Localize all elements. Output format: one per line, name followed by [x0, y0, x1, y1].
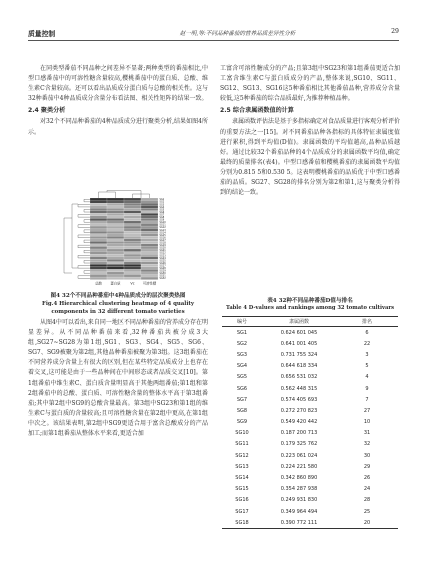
heatmap-cell	[141, 267, 158, 270]
table-cell-d-value: 0.223 061 024	[280, 452, 318, 459]
table-row	[222, 517, 398, 529]
table-cell-id: SG1	[236, 329, 248, 336]
table-cell-d-value: 0.224 221 580	[280, 463, 318, 470]
heatmap-cell	[124, 229, 141, 232]
heatmap-cell	[141, 254, 158, 257]
heatmap-cell	[107, 269, 124, 272]
heatmap-cell	[107, 267, 124, 270]
heatmap-cell	[90, 216, 107, 219]
heatmap-cell	[124, 264, 141, 267]
row-label: SG8	[159, 216, 165, 219]
heatmap-cell	[107, 252, 124, 255]
heatmap-cell	[141, 246, 158, 249]
heatmap-cell	[124, 262, 141, 265]
row-label: SG1	[159, 198, 165, 202]
table-cell-id: SG7	[236, 396, 248, 403]
heatmap-cell	[107, 272, 124, 275]
row-label: SG15	[159, 233, 166, 237]
table-row	[222, 439, 398, 450]
heatmap-cell	[107, 229, 124, 232]
table-cell-id: SG3	[236, 351, 248, 358]
heatmap-cell	[107, 198, 124, 201]
heatmap-cell	[141, 257, 158, 260]
heatmap-cell	[124, 259, 141, 262]
table-cell-rank: 5	[365, 363, 369, 370]
table-cell-rank: 10	[363, 419, 371, 426]
table-cell-d-value: 0.354 287 938	[280, 486, 318, 493]
column-label: 可溶性糖	[142, 281, 157, 286]
table-cell-rank: 9	[365, 385, 369, 392]
row-label: SG19	[159, 244, 166, 248]
heatmap-cell	[90, 249, 107, 252]
table-row	[222, 372, 398, 383]
table-cell-d-value: 0.574 405 693	[280, 396, 318, 403]
heatmap-cell	[90, 224, 107, 227]
heatmap-cell	[107, 221, 124, 224]
heatmap-cell	[141, 203, 158, 206]
heatmap-cell	[141, 198, 158, 201]
table-cell-id: SG18	[222, 517, 262, 529]
heatmap-cell	[107, 231, 124, 234]
table-cell-d-value: 0.656 531 032	[280, 374, 318, 381]
heatmap-cell	[90, 244, 107, 247]
table-cell-rank: 28	[363, 497, 371, 504]
table-cell-id: SG13	[235, 463, 249, 470]
row-label: SG23	[159, 254, 166, 258]
heatmap-cell	[141, 275, 158, 278]
heatmap-cell	[107, 264, 124, 267]
heatmap-cell	[107, 213, 124, 216]
heatmap-cell	[107, 254, 124, 257]
heatmap-cell	[124, 267, 141, 270]
heatmap-cell	[124, 244, 141, 247]
table-row	[222, 472, 398, 483]
heatmap-cell	[90, 264, 107, 267]
row-label: SG31	[159, 274, 166, 278]
heatmap-cell	[107, 211, 124, 214]
table-cell-id: SG6	[236, 385, 248, 392]
row-label: SG22	[159, 251, 166, 255]
heatmap-cell	[124, 277, 141, 280]
row-label: SG21	[159, 249, 166, 253]
row-label: SG26	[159, 261, 166, 265]
table-row	[222, 383, 398, 394]
heatmap-cell	[124, 249, 141, 252]
heatmap-cell	[90, 275, 107, 278]
heatmap-cell	[107, 241, 124, 244]
table-cell-id: SG9	[236, 419, 248, 426]
heatmap-cell	[90, 211, 107, 214]
table-row	[222, 405, 398, 416]
heatmap-cell	[141, 236, 158, 239]
table-cell-rank: 27	[363, 407, 371, 414]
heatmap-cell	[141, 201, 158, 204]
heatmap-cell	[107, 259, 124, 262]
heatmap-cell	[90, 254, 107, 257]
heatmap-cell	[107, 262, 124, 265]
section-heading: 2.5 综合隶属函数值的计算	[220, 107, 294, 115]
heatmap-cell	[90, 221, 107, 224]
paragraph: 对32个不同品种番茄的4种品质成分进行聚类分析,结果如图4所示。	[28, 118, 208, 136]
table-row	[222, 338, 398, 349]
figure-caption-en-line2: components in 32 different tomato varieties	[51, 309, 185, 315]
row-label: SG30	[159, 272, 166, 276]
heatmap-cell	[124, 275, 141, 278]
heatmap-cell	[90, 201, 107, 204]
heatmap-cell	[141, 269, 158, 272]
table-cell-id: SG12	[235, 452, 249, 459]
heatmap-cell	[141, 234, 158, 237]
heatmap-cell	[107, 236, 124, 239]
table-cell-rank: 6	[365, 329, 369, 336]
table-cell-rank: 29	[363, 463, 371, 470]
heatmap-cell	[124, 206, 141, 209]
heatmap-cell	[90, 239, 107, 242]
row-label: SG28	[159, 267, 166, 270]
section-heading: 2.4 聚类分析	[28, 107, 66, 115]
heatmap-cell	[141, 277, 158, 280]
row-label: SG10	[159, 221, 166, 225]
right-column-top	[220, 64, 400, 198]
heatmap-cell	[141, 239, 158, 242]
heatmap-cell	[107, 277, 124, 280]
table-cell-d-value: 0.187 200 713	[280, 430, 318, 437]
table-cell-id: SG10	[235, 430, 249, 437]
heatmap-cell	[141, 264, 158, 267]
table-row	[222, 428, 398, 439]
heatmap-cell	[124, 241, 141, 244]
row-label: SG18	[159, 241, 166, 245]
column-label: 总酸	[95, 281, 102, 286]
table-cell-id: SG17	[235, 508, 249, 515]
heatmap-cell	[107, 234, 124, 237]
heatmap-cell	[124, 216, 141, 219]
table-cell-d-value: 0.179 325 762	[280, 441, 318, 448]
table-cell-id: SG4	[236, 363, 248, 370]
heatmap-cell	[141, 226, 158, 229]
table-cell-d-value: 0.641 001 405	[280, 340, 318, 347]
heatmap-cell	[141, 231, 158, 234]
heatmap-cell	[107, 201, 124, 204]
table-cell-rank: 25	[363, 508, 371, 515]
heatmap-cell	[124, 218, 141, 221]
row-label: SG6	[159, 210, 165, 214]
row-label: SG9	[159, 218, 165, 222]
row-label: SG32	[159, 277, 166, 281]
heatmap-cell	[124, 254, 141, 257]
heatmap-cell	[124, 221, 141, 224]
heatmap-cell	[90, 203, 107, 206]
figure-caption-en	[28, 300, 208, 316]
row-label: SG24	[159, 256, 166, 260]
row-label: SG12	[159, 226, 166, 230]
table-cell-d-value: 0.349 964 494	[280, 508, 318, 515]
heatmap-cell	[141, 272, 158, 275]
column-header-d-value: 隶属函数	[262, 317, 336, 327]
heatmap-cell	[90, 277, 107, 280]
table-row	[222, 417, 398, 428]
heatmap-cell	[124, 198, 141, 201]
table-cell-id: SG5	[236, 374, 248, 381]
clustering-heatmap	[50, 190, 188, 286]
heatmap-cell	[124, 231, 141, 234]
heatmap-cell	[90, 272, 107, 275]
table-row	[222, 495, 398, 506]
column-header-rank: 排名	[336, 317, 398, 327]
heatmap-cell	[141, 206, 158, 209]
heatmap-cell	[90, 246, 107, 249]
column-header-id: 编号	[222, 317, 262, 327]
dendrogram	[64, 199, 90, 278]
heatmap-cell	[141, 221, 158, 224]
figure-caption-cn: 图4 32个不同品种番茄中4种品质成分的层次聚类热图	[50, 293, 186, 299]
table-row	[222, 484, 398, 495]
table-cell-rank: 7	[365, 396, 369, 403]
row-label: SG29	[159, 269, 166, 273]
table-cell-rank: 3	[365, 351, 369, 358]
heatmap-cell	[90, 208, 107, 211]
column-label: 蛋白质	[110, 281, 121, 286]
figure-caption-en-line1: Fig.4 Hierarchical clustering heatmap of 4 quality	[42, 301, 194, 307]
heatmap-cell	[141, 259, 158, 262]
heatmap-cell	[124, 257, 141, 260]
heatmap-cell	[141, 249, 158, 252]
running-title: 赵一明,等:不同品种番茄的营养品质差异性分析	[179, 31, 296, 37]
heatmap-cell	[90, 236, 107, 239]
heatmap-cell	[124, 203, 141, 206]
table-cell-d-value: 0.342 860 890	[280, 475, 318, 482]
heatmap-cell	[90, 252, 107, 255]
paragraph: 在同类型番茄不同品种之间差异不显著;两种类型的番茄相比,中型口感番茄中的可溶性糖含量较高,樱桃番茄中的蛋白质、总酸、维生素C含量较高。还可以看出品质成分蛋白质与总酸的相关性。这与32种番茄中4种品质成分含量分布看法图、相关性矩阵的结果一致。	[28, 65, 208, 103]
heatmap-cell	[90, 241, 107, 244]
heatmap-cell	[141, 224, 158, 227]
table-row	[222, 506, 398, 517]
row-label: SG25	[159, 259, 166, 263]
table-cell-rank: 20	[336, 517, 398, 529]
table-cell-id: SG14	[235, 475, 249, 482]
heatmap-cell	[124, 269, 141, 272]
row-label: SG17	[159, 238, 166, 242]
heatmap-cell	[141, 241, 158, 244]
heatmap-cell	[90, 267, 107, 270]
paragraph: 隶属函数评估法是基于多指标确定对食品质量进行客观分析评价的重要方法之一[15]。对不同番茄品种各指标的具体特征隶属度值进行累积,得到平均值(D值)。隶属函数的平均值越高,品种品质越好。通过比较32个番茄品种的4个品质成分的隶属函数平均值,确定最终的质量排名(表4)。中型口感番茄和樱桃番茄的隶属函数平均值分别为0.815 5和0.530 5。这表明樱桃番茄的品质优于中型口感番茄的品质。SG27、SG28的排名分别为第2和第1,这与聚类分析得到的结论一致。	[220, 118, 401, 197]
table-row	[222, 450, 398, 461]
heatmap-cell	[107, 206, 124, 209]
table-caption-cn: 表4 32种不同品种番茄D值与排名	[267, 298, 353, 304]
heatmap-cell	[141, 213, 158, 216]
heatmap-cell	[124, 246, 141, 249]
heatmap-cell	[124, 224, 141, 227]
left-column-top	[28, 64, 208, 138]
table-row	[222, 349, 398, 360]
table-cell-rank: 30	[363, 452, 371, 459]
heatmap-cell	[90, 218, 107, 221]
row-label: SG2	[159, 200, 165, 204]
heatmap-cell	[124, 211, 141, 214]
row-label: SG14	[159, 231, 166, 235]
heatmap-cell	[107, 246, 124, 249]
table-caption-en: Table 4 D-values and rankings among 32 tomato cultivars	[225, 305, 395, 311]
table-4	[222, 316, 398, 529]
heatmap-cell	[141, 229, 158, 232]
heatmap-cell	[107, 244, 124, 247]
page-number: 29	[391, 28, 399, 35]
heatmap-cell	[107, 249, 124, 252]
row-label: SG16	[159, 236, 166, 240]
section-label: 质量控制	[28, 30, 56, 38]
heatmap-cell	[107, 239, 124, 242]
heatmap-cell	[107, 216, 124, 219]
heatmap-cell	[107, 218, 124, 221]
heatmap-cell	[90, 231, 107, 234]
heatmap-cell	[141, 218, 158, 221]
table-cell-d-value: 0.549 420 442	[280, 419, 318, 426]
heatmap-cell	[141, 262, 158, 265]
table-cell-d-value: 0.644 618 334	[280, 363, 318, 370]
row-label: SG20	[159, 246, 166, 250]
heatmap-cell	[90, 262, 107, 265]
heatmap-cell	[90, 259, 107, 262]
row-label: SG13	[159, 228, 166, 232]
heatmap-cell	[124, 252, 141, 255]
table-cell-d-value: 0.731 755 324	[280, 351, 318, 358]
table-header-row	[222, 317, 398, 327]
heatmap-cell	[141, 244, 158, 247]
heatmap-cell	[141, 208, 158, 211]
heatmap-cell	[124, 201, 141, 204]
row-label: SG3	[159, 203, 165, 207]
heatmap-cell	[90, 213, 107, 216]
left-column-bottom	[28, 318, 208, 439]
heatmap-cell	[90, 198, 107, 201]
table-cell-rank: 4	[365, 374, 369, 381]
heatmap-cell	[107, 224, 124, 227]
column-label: Vc	[130, 281, 135, 286]
row-label: SG7	[159, 213, 165, 217]
table-cell-d-value: 0.562 448 315	[280, 385, 318, 392]
table-row	[222, 461, 398, 472]
paragraph: 从图4中可以看出,来自同一地区不同品种番茄的营养成分存在明显差异。从不同品种番茄来看,32种番茄共被分成3大组,SG27~SG28为第1组,SG1、SG3、SG4、SG5、SG6、SG7、SG9被聚为第2组,其他品种番茄被聚为第3组。这3组番茄在不同营养成分含量上有很大的区别,但在某些特定品质成分上也存在着交叉,这可能是由于一些品种间在中间形态或者品质交叉[10]。第1组番茄中维生素C、蛋白质含量明显高于其他两组番茄;第1组和第2组番茄中的总酸、蛋白质、可溶性糖含量的整体水平高于第3组番茄;其中第2组中SG9的总酸含量最高。第3组中SG23和第1组的维生素C与蛋白质的含量较高;且可溶性糖含量在第2组中更高,在第1组中次之。该结果表明,第2组中SG9更适合用于富含总酸成分的产品加工;而第1组番茄从整体水平来看,更适合加	[28, 319, 208, 438]
heatmap-cell	[124, 226, 141, 229]
table-cell-d-value: 0.624 601 045	[280, 329, 318, 336]
heatmap-cell	[90, 206, 107, 209]
heatmap-cell	[107, 203, 124, 206]
table-row	[222, 361, 398, 372]
table-cell-d-value: 0.249 931 830	[280, 497, 318, 504]
page-header	[28, 26, 399, 41]
heatmap-cell	[141, 252, 158, 255]
table-cell-rank: 24	[363, 486, 371, 493]
heatmap-cell	[90, 226, 107, 229]
heatmap-cell	[124, 272, 141, 275]
heatmap-cell	[124, 213, 141, 216]
table-row	[222, 327, 398, 339]
heatmap-cell	[124, 208, 141, 211]
row-label: SG11	[159, 223, 166, 227]
table-cell-id: SG16	[235, 497, 249, 504]
heatmap-cell	[90, 269, 107, 272]
heatmap-cell	[90, 257, 107, 260]
row-label: SG5	[159, 208, 165, 212]
table-cell-id: SG8	[236, 407, 248, 414]
table-cell-rank: 32	[363, 441, 371, 448]
heatmap-cell	[107, 257, 124, 260]
table-cell-id: SG11	[235, 441, 249, 448]
table-cell-id: SG2	[236, 340, 248, 347]
column-dendrogram	[99, 191, 150, 199]
heatmap-cell	[141, 211, 158, 214]
heatmap-cell	[141, 216, 158, 219]
heatmap-cell	[107, 226, 124, 229]
heatmap-cell	[90, 229, 107, 232]
heatmap-cell	[107, 208, 124, 211]
heatmap-cell	[90, 234, 107, 237]
table-cell-rank: 22	[363, 340, 371, 347]
row-label: SG27	[159, 264, 166, 268]
heatmap-cell	[124, 236, 141, 239]
heatmap-cell	[107, 275, 124, 278]
row-label: SG4	[159, 205, 165, 209]
table-row	[222, 394, 398, 405]
paragraph: 工富含可溶性糖成分的产品;且第3组中SG23和第1组番茄更适合加工富含维生素C与蛋白质成分的产品,整体来说,SG10、SG11、SG12、SG13、SG16这5种番茄相比其他番茄品种,营养成分含量较低,这5种番茄的综合品质最好,为推荐种植品种。	[220, 65, 400, 103]
heatmap-cell	[124, 239, 141, 242]
table-cell-id: SG15	[235, 486, 249, 493]
table-cell-rank: 26	[363, 475, 371, 482]
heatmap-cell	[124, 234, 141, 237]
table-cell-rank: 31	[363, 430, 371, 437]
table-cell-d-value: 0.390 772 111	[262, 517, 336, 529]
table-cell-d-value: 0.272 270 823	[280, 407, 318, 414]
